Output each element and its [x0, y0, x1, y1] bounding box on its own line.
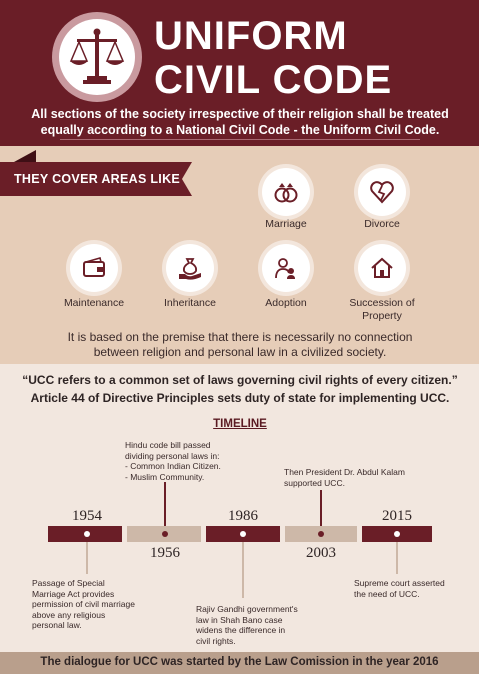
- areas-banner: THEY COVER AREAS LIKE: [0, 162, 182, 196]
- timeline-dot-1954: [84, 531, 90, 537]
- note-line: Hindu code bill passed: [125, 440, 211, 450]
- footer-text: The dialogue for UCC was started by the Law Comission in the year 2016: [40, 656, 439, 668]
- note-line: widens the difference in: [196, 625, 286, 635]
- note-line: Supreme court asserted: [354, 578, 445, 588]
- premise-line1: It is based on the premise that there is necessarily no connection: [67, 330, 413, 344]
- rings-icon: [262, 168, 310, 216]
- money-bag-hand-icon: [166, 244, 214, 292]
- wallet-icon: [70, 244, 118, 292]
- note-line: Rajiv Gandhi government's: [196, 604, 298, 614]
- note-line: - Muslim Community.: [125, 471, 205, 482]
- timeline-stem-1956: [164, 482, 166, 526]
- article-44-text: Article 44 of Directive Principles sets duty of state for implementing UCC.: [30, 391, 450, 405]
- timeline-year-1954: 1954: [72, 508, 102, 524]
- timeline-year-1956: 1956: [150, 545, 180, 561]
- banner-tail: [182, 162, 192, 196]
- area-label-inheritance: Inheritance: [164, 297, 216, 309]
- broken-heart-icon: [358, 168, 406, 216]
- area-label-divorce: Divorce: [364, 218, 400, 230]
- note-line: Marriage Act provides: [32, 588, 115, 599]
- timeline-year-1986: 1986: [228, 508, 258, 524]
- page-title-line1: UNIFORM: [154, 14, 348, 58]
- timeline-year-2003: 2003: [306, 545, 336, 561]
- subtitle-line2: equally according to a National Civil Code - the Uniform Civil Code.: [40, 123, 440, 137]
- timeline-heading: TIMELINE: [213, 418, 267, 430]
- note-line: Passage of Special: [32, 578, 105, 588]
- timeline-note-2003: [284, 467, 444, 488]
- timeline-stem-2003: [320, 490, 322, 526]
- note-line: supported UCC.: [284, 477, 345, 488]
- timeline-dot-2003: [318, 531, 324, 537]
- note-line: dividing personal laws in:: [125, 450, 220, 461]
- note-line: law in Shah Bano case: [196, 614, 283, 625]
- area-label-succession-line2: Property: [362, 310, 402, 322]
- area-label-maintenance: Maintenance: [63, 297, 125, 309]
- timeline-year-2015: 2015: [382, 508, 412, 524]
- note-line: civil rights.: [196, 635, 236, 646]
- area-label-succession: [332, 297, 432, 323]
- logo-badge: [59, 19, 135, 95]
- area-label-succession-line1: Succession of: [349, 297, 415, 309]
- ucc-quote: “UCC refers to a common set of laws governing civil rights of every citizen.”: [22, 373, 458, 387]
- timeline-stem-2015: [396, 542, 398, 574]
- note-line: personal law.: [32, 620, 82, 630]
- timeline-note-2015: [354, 578, 464, 599]
- subtitle: [30, 106, 450, 138]
- note-line: - Common Indian Citizen.: [125, 461, 221, 471]
- timeline-note-1954: [32, 578, 162, 631]
- banner-fold: [14, 150, 36, 162]
- timeline-stem-1986: [242, 542, 244, 598]
- timeline-dot-1956: [162, 531, 168, 537]
- note-line: permission of civil marriage: [32, 599, 135, 609]
- timeline-dot-1986: [240, 531, 246, 537]
- timeline-stem-1954: [86, 542, 88, 574]
- area-label-adoption: Adoption: [265, 297, 307, 309]
- family-icon: [262, 244, 310, 292]
- note-line: the need of UCC.: [354, 588, 420, 599]
- timeline-dot-2015: [394, 531, 400, 537]
- premise-line2: between religion and personal law in a civilized society.: [93, 345, 387, 359]
- house-icon: [358, 244, 406, 292]
- timeline-note-1986: [196, 604, 326, 646]
- premise-text: [30, 330, 450, 360]
- scales-of-justice-icon: [59, 19, 135, 95]
- note-line: Then President Dr. Abdul Kalam: [284, 467, 405, 477]
- subtitle-line1: All sections of the society irrespective of their religion shall be treated: [31, 107, 449, 121]
- divider: [60, 139, 420, 140]
- page-title-line2: CIVIL CODE: [154, 58, 393, 102]
- note-line: above any religious: [32, 609, 106, 620]
- timeline-note-1956: [125, 440, 255, 482]
- area-label-marriage: Marriage: [265, 218, 307, 230]
